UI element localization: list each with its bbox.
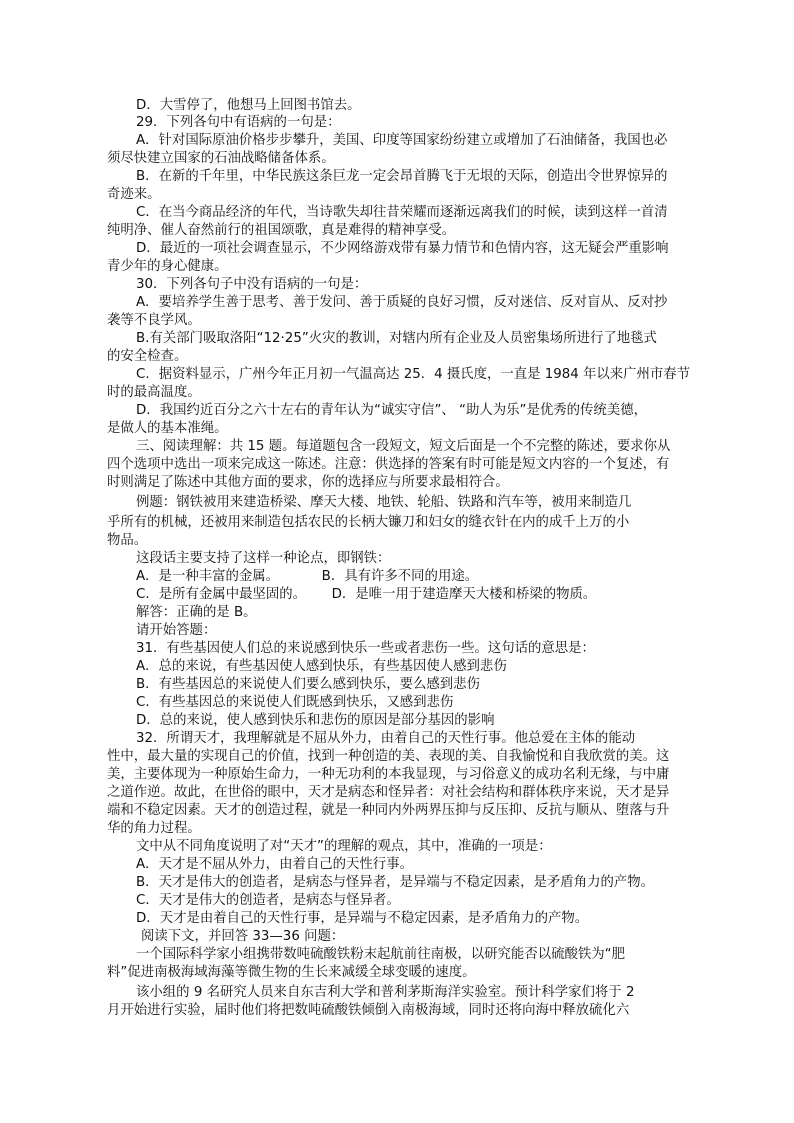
text-line: B．在新的千年里，中华民族这条巨龙一定会昂首腾飞于无垠的天际，创造出令世界惊异的 xyxy=(136,169,668,184)
text-line: D．我国约近百分之六十左右的青年认为“诚实守信”、 “助人为乐”是优秀的传统美德， xyxy=(136,403,647,418)
text-line: 这段话主要支持了这样一种论点，即钢铁： xyxy=(136,551,391,566)
text-line: 例题：钢铁被用来建造桥梁、摩天大楼、地铁、轮船、铁路和汽车等，被用来制造几 xyxy=(136,495,632,510)
text-line: C．在当今商品经济的年代，当诗歌失却往昔荣耀而逐渐远离我们的时候，读到这样一首清 xyxy=(136,205,668,220)
text-line: 四个选项中选出一项来完成这一陈述。注意：供选择的答案有时可能是短文内容的一个复述，有 xyxy=(107,457,670,472)
text-line: 纯明净、催人奋然前行的祖国颂歌，真是难得的精神享受。 xyxy=(107,223,456,238)
text-line: 该小组的 9 名研究人员来自东吉利大学和普利茅斯海洋实验室。预计科学家们将于 2 xyxy=(136,985,635,1000)
text-line: 是做人的基本准绳。 xyxy=(107,421,228,436)
text-line: 的安全检查。 xyxy=(107,349,188,364)
text-line: D．总的来说，使人感到快乐和悲伤的原因是部分基因的影响 xyxy=(136,713,495,728)
text-line: A．要培养学生善于思考、善于发问、善于质疑的良好习惯，反对迷信、反对盲从、反对抄 xyxy=(136,295,668,310)
text-line: 时则满足了陈述中其他方面的要求，你的选择应与所要求最相符合。 xyxy=(107,475,509,490)
text-line: 美，主要体现为一种原始生命力，一种无功利的本我显现，与习俗意义的成功名利无缘，与中庸 xyxy=(107,767,670,782)
text-line: B．有些基因总的来说使人们要么感到快乐，要么感到悲伤 xyxy=(136,677,480,692)
text-line: 31．有些基因使人们总的来说感到快乐一些或者悲伤一些。这句话的意思是： xyxy=(136,641,595,656)
text-line: 乎所有的机械，还被用来制造包括农民的长柄大镰刀和妇女的缝衣针在内的成千上万的小 xyxy=(107,515,630,530)
text-line: 请开始答题： xyxy=(136,623,217,638)
text-line: 物品。 xyxy=(107,533,148,548)
text-line: 须尽快建立国家的石油战略储备体系。 xyxy=(107,151,335,166)
text-line: 青少年的身心健康。 xyxy=(107,259,228,274)
text-line: 端和不稳定因素。天才的创造过程，就是一种同内外两界压抑与反压抑、反抗与顺从、堕落与升 xyxy=(107,803,670,818)
text-line: D．最近的一项社会调查显示，不少网络游戏带有暴力情节和色情内容，这无疑会严重影响 xyxy=(136,241,669,256)
text-line: B．天才是伟大的创造者，是病态与怪异者，是异端与不稳定因素，是矛盾角力的产物。 xyxy=(136,875,655,890)
text-line: 一个国际科学家小组携带数吨硫酸铁粉末起航前往南极，以研究能否以硫酸铁为“肥 xyxy=(136,947,625,962)
text-line: 时的最高温度。 xyxy=(107,385,201,400)
text-line: 奇迹来。 xyxy=(107,187,161,202)
text-line: C．有些基因总的来说使人们既感到快乐，又感到悲伤 xyxy=(136,695,454,710)
text-line: 32．所谓天才，我理解就是不屈从外力，由着自己的天性行事。他总爱在主体的能动 xyxy=(136,731,636,746)
text-line: D．天才是由着自己的天性行事，是异端与不稳定因素，是矛盾角力的产物。 xyxy=(136,911,589,926)
text-line: B.有关部门吸取洛阳“12·25”火灾的教训，对辖内所有企业及人员密集场所进行了地毯式 xyxy=(136,331,657,346)
text-line: D．大雪停了，他想马上回图书馆去。 xyxy=(136,98,361,113)
text-line: C．是所有金属中最坚固的。 D．是唯一用于建造摩天大楼和桥梁的物质。 xyxy=(136,587,597,602)
text-line: 29．下列各句中有语病的一句是： xyxy=(136,115,341,130)
text-line: 华的角力过程。 xyxy=(107,821,201,836)
text-line: 阅读下文，并回答 33—36 问题： xyxy=(141,929,345,944)
text-line: 文中从不同角度说明了对“天才”的理解的观点，其中，准确的一项是： xyxy=(136,839,552,854)
text-line: 性中，最大量的实现自己的价值，找到一种创造的美、表现的美、自我愉悦和自我欣赏的美。这 xyxy=(107,749,670,764)
text-line: 之道作逆。故此，在世俗的眼中，天才是病态和怪异者：对社会结构和群体秩序来说，天才是异 xyxy=(107,785,670,800)
text-line: 月开始进行实验，届时他们将把数吨硫酸铁倾倒入南极海域，同时还将向海中释放硫化六 xyxy=(107,1003,630,1018)
text-line: 30．下列各句子中没有语病的一句是： xyxy=(136,277,368,292)
text-line: C．据资料显示，广州今年正月初一气温高达 25．4 摄氏度，一直是 1984 年以来广州市春节 xyxy=(136,367,691,382)
text-line: 三、阅读理解：共 15 题。每道题包含一段短文，短文后面是一个不完整的陈述，要求你从 xyxy=(136,439,671,454)
text-line: 解答：正确的是 B。 xyxy=(136,605,257,620)
text-line: 袭等不良学风。 xyxy=(107,313,201,328)
text-line: A．是一种丰富的金属。 B．具有许多不同的用途。 xyxy=(136,569,479,584)
text-line: 料”促进南极海域海藻等微生物的生长来减缓全球变暖的速度。 xyxy=(107,965,476,980)
text-line: A．总的来说，有些基因使人感到快乐，有些基因使人感到悲伤 xyxy=(136,659,507,674)
text-line: C．天才是伟大的创造者，是病态与怪异者。 xyxy=(136,893,400,908)
text-line: A．针对国际原油价格步步攀升，美国、印度等国家纷纷建立或增加了石油储备，我国也必 xyxy=(136,133,668,148)
text-line: A．天才是不屈从外力，由着自己的天性行事。 xyxy=(136,857,413,872)
